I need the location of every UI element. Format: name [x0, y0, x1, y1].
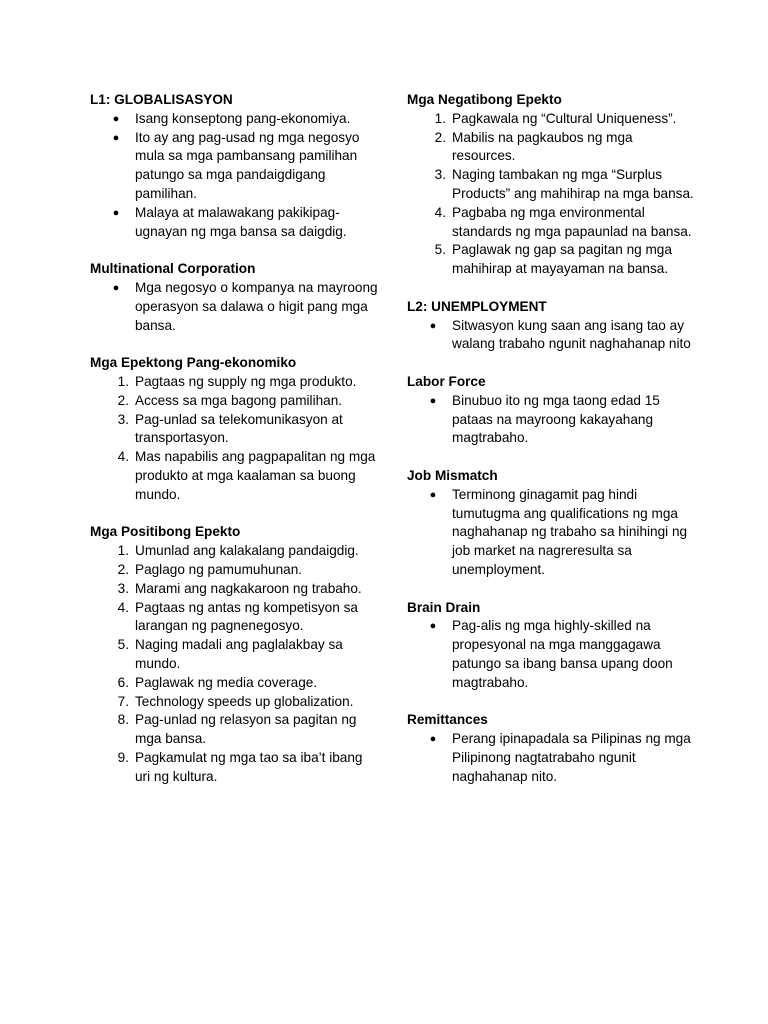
bullet-list	[407, 486, 697, 580]
list-number: 2.	[117, 561, 129, 577]
bullet-icon: ●	[112, 281, 120, 294]
list-number: 5.	[434, 242, 446, 258]
list-item	[90, 411, 380, 449]
list-item-text: Technology speeds up globalization.	[135, 693, 354, 709]
list-item-text: Pag-alis ng mga highly-skilled na propesyonal na mga manggagawa patungo sa ibang bansa upang doon magtrabaho.	[452, 618, 673, 690]
bullet-icon: ●	[112, 206, 120, 219]
list-item	[90, 580, 380, 599]
section-heading: Mga Negatibong Epekto	[407, 92, 562, 107]
section-mga-negatibong-epekto	[407, 91, 697, 279]
list-item	[407, 617, 697, 692]
list-item	[407, 392, 697, 448]
list-item-text: Pag-unlad sa telekomunikasyon at transportasyon.	[135, 411, 343, 446]
list-item	[407, 110, 697, 129]
bullet-icon: ●	[429, 394, 437, 407]
list-number: 7.	[117, 693, 129, 709]
section-heading: Mga Positibong Epekto	[90, 524, 241, 540]
list-item	[90, 204, 380, 242]
bullet-icon: ●	[112, 112, 120, 125]
list-item-text: Mas napabilis ang pagpapalitan ng mga produkto at mga kaalaman sa buong mundo.	[135, 449, 376, 502]
list-item-text: Terminong ginagamit pag hindi tumutugma ang qualifications ng mga naghahanap ng trabaho sa hinihingi ng job market na nagreresulta sa unemployment.	[452, 486, 688, 577]
list-item-text: Naging tambakan ng mga “Surplus Products” ang mahihirap na mga bansa.	[452, 167, 694, 201]
list-item	[90, 599, 380, 637]
list-item-text: Isang konseptong pang-ekonomiya.	[135, 110, 351, 126]
list-number: 3.	[117, 580, 129, 596]
list-item-text: Paglawak ng media coverage.	[135, 674, 318, 690]
list-item-text: Pagtaas ng antas ng kompetisyon sa larangan ng pagnenegosyo.	[135, 599, 358, 634]
list-item	[90, 448, 380, 504]
list-number: 5.	[117, 637, 129, 653]
list-item	[407, 166, 697, 204]
list-number: 1.	[434, 110, 446, 126]
section-mga-epektong-pang-ekonomiko	[90, 354, 380, 504]
bullet-icon: ●	[112, 131, 120, 144]
section-labor-force	[407, 373, 697, 448]
list-item-text: Marami ang nagkakaroon ng trabaho.	[135, 580, 362, 596]
list-item-text: Paglawak ng gap sa pagitan ng mga mahihirap at mayayaman na bansa.	[452, 242, 672, 277]
bullet-list	[407, 392, 697, 448]
list-item	[90, 373, 380, 392]
section-mga-positibong-epekto	[90, 523, 380, 786]
list-number: 4.	[117, 599, 129, 615]
list-number: 2.	[434, 129, 446, 145]
list-item-text: Pagbaba ng mga environmental standards ng mga papaunlad na bansa.	[452, 204, 692, 239]
section-l1-globalisasyon	[90, 91, 380, 241]
left-column	[90, 91, 380, 805]
numbered-list	[90, 373, 380, 505]
list-item-text: Pag-unlad ng relasyon sa pagitan ng mga bansa.	[135, 712, 357, 747]
section-l2-unemployment	[407, 298, 697, 354]
bullet-list	[90, 279, 380, 335]
list-item-text: Malaya at malawakang pakikipag-ugnayan ng mga bansa sa daigdig.	[135, 204, 347, 239]
list-item-text: Pagtaas ng supply ng mga produkto.	[135, 373, 357, 389]
list-number: 1.	[117, 373, 129, 389]
list-item-text: Naging madali ang paglalakbay sa mundo.	[135, 637, 343, 671]
list-item	[90, 392, 380, 411]
list-number: 2.	[117, 392, 129, 408]
list-item-text: Perang ipinapadala sa Pilipinas ng mga Pilipinong nagtatrabaho ngunit naghahanap nito.	[452, 731, 691, 784]
section-brain-drain	[407, 599, 697, 693]
section-heading: Job Mismatch	[407, 467, 498, 483]
section-heading: L1: GLOBALISASYON	[90, 92, 233, 107]
list-item	[407, 317, 697, 355]
list-item	[90, 129, 380, 204]
bullet-list	[407, 730, 697, 786]
numbered-list	[407, 110, 697, 279]
list-item	[90, 674, 380, 693]
section-job-mismatch	[407, 467, 697, 580]
list-number: 8.	[117, 712, 129, 728]
section-heading: Mga Epektong Pang-ekonomiko	[90, 355, 297, 371]
list-item	[90, 110, 380, 129]
bullet-icon: ●	[429, 733, 437, 746]
section-remittances	[407, 711, 697, 786]
list-item-text: Ito ay ang pag-usad ng mga negosyo mula sa mga pambansang pamilihan patungo sa mga pandaigdigang pamilihan.	[135, 129, 360, 201]
list-item-text: Binubuo ito ng mga taong edad 15 pataas na mayroong kakayahang magtrabaho.	[452, 392, 660, 446]
list-item-text: Sitwasyon kung saan ang isang tao ay walang trabaho ngunit naghahanap nito	[452, 317, 691, 352]
right-column	[407, 91, 697, 805]
section-multinational-corporation	[90, 260, 380, 335]
list-item	[90, 693, 380, 712]
list-item	[90, 636, 380, 674]
list-item-text: Pagkamulat ng mga tao sa iba’t ibang uri ng kultura.	[135, 749, 363, 784]
bullet-list	[90, 110, 380, 242]
bullet-icon: ●	[429, 620, 437, 633]
list-item-text: Access sa mga bagong pamilihan.	[135, 392, 343, 408]
list-item	[90, 279, 380, 335]
list-item	[407, 730, 697, 786]
list-item-text: Pagkawala ng “Cultural Uniqueness”.	[452, 110, 677, 126]
list-item-text: Mga negosyo o kompanya na mayroong operasyon sa dalawa o higit pang mga bansa.	[135, 279, 378, 333]
bullet-icon: ●	[429, 488, 437, 501]
section-heading: Brain Drain	[407, 599, 481, 615]
list-number: 4.	[434, 204, 446, 220]
bullet-list	[407, 317, 697, 355]
list-item-text: Paglago ng pamumuhunan.	[135, 561, 303, 577]
list-item	[407, 129, 697, 167]
list-item-text: Mabilis na pagkaubos ng mga resources.	[452, 129, 633, 164]
list-number: 3.	[117, 411, 129, 427]
list-number: 9.	[117, 749, 129, 765]
list-item	[407, 486, 697, 580]
section-heading: L2: UNEMPLOYMENT	[407, 298, 547, 314]
list-item	[90, 749, 380, 787]
section-heading: Labor Force	[407, 373, 486, 389]
numbered-list	[90, 542, 380, 786]
list-item-text: Umunlad ang kalakalang pandaigdig.	[135, 543, 359, 559]
list-number: 3.	[434, 167, 446, 183]
list-item	[90, 711, 380, 749]
list-number: 4.	[117, 449, 129, 465]
list-item	[90, 542, 380, 561]
list-number: 1.	[117, 543, 129, 559]
bullet-icon: ●	[429, 319, 437, 332]
list-item	[407, 204, 697, 242]
list-item	[90, 561, 380, 580]
list-number: 6.	[117, 674, 129, 690]
bullet-list	[407, 617, 697, 692]
section-heading: Multinational Corporation	[90, 261, 256, 277]
section-heading: Remittances	[407, 712, 488, 728]
list-item	[407, 241, 697, 279]
